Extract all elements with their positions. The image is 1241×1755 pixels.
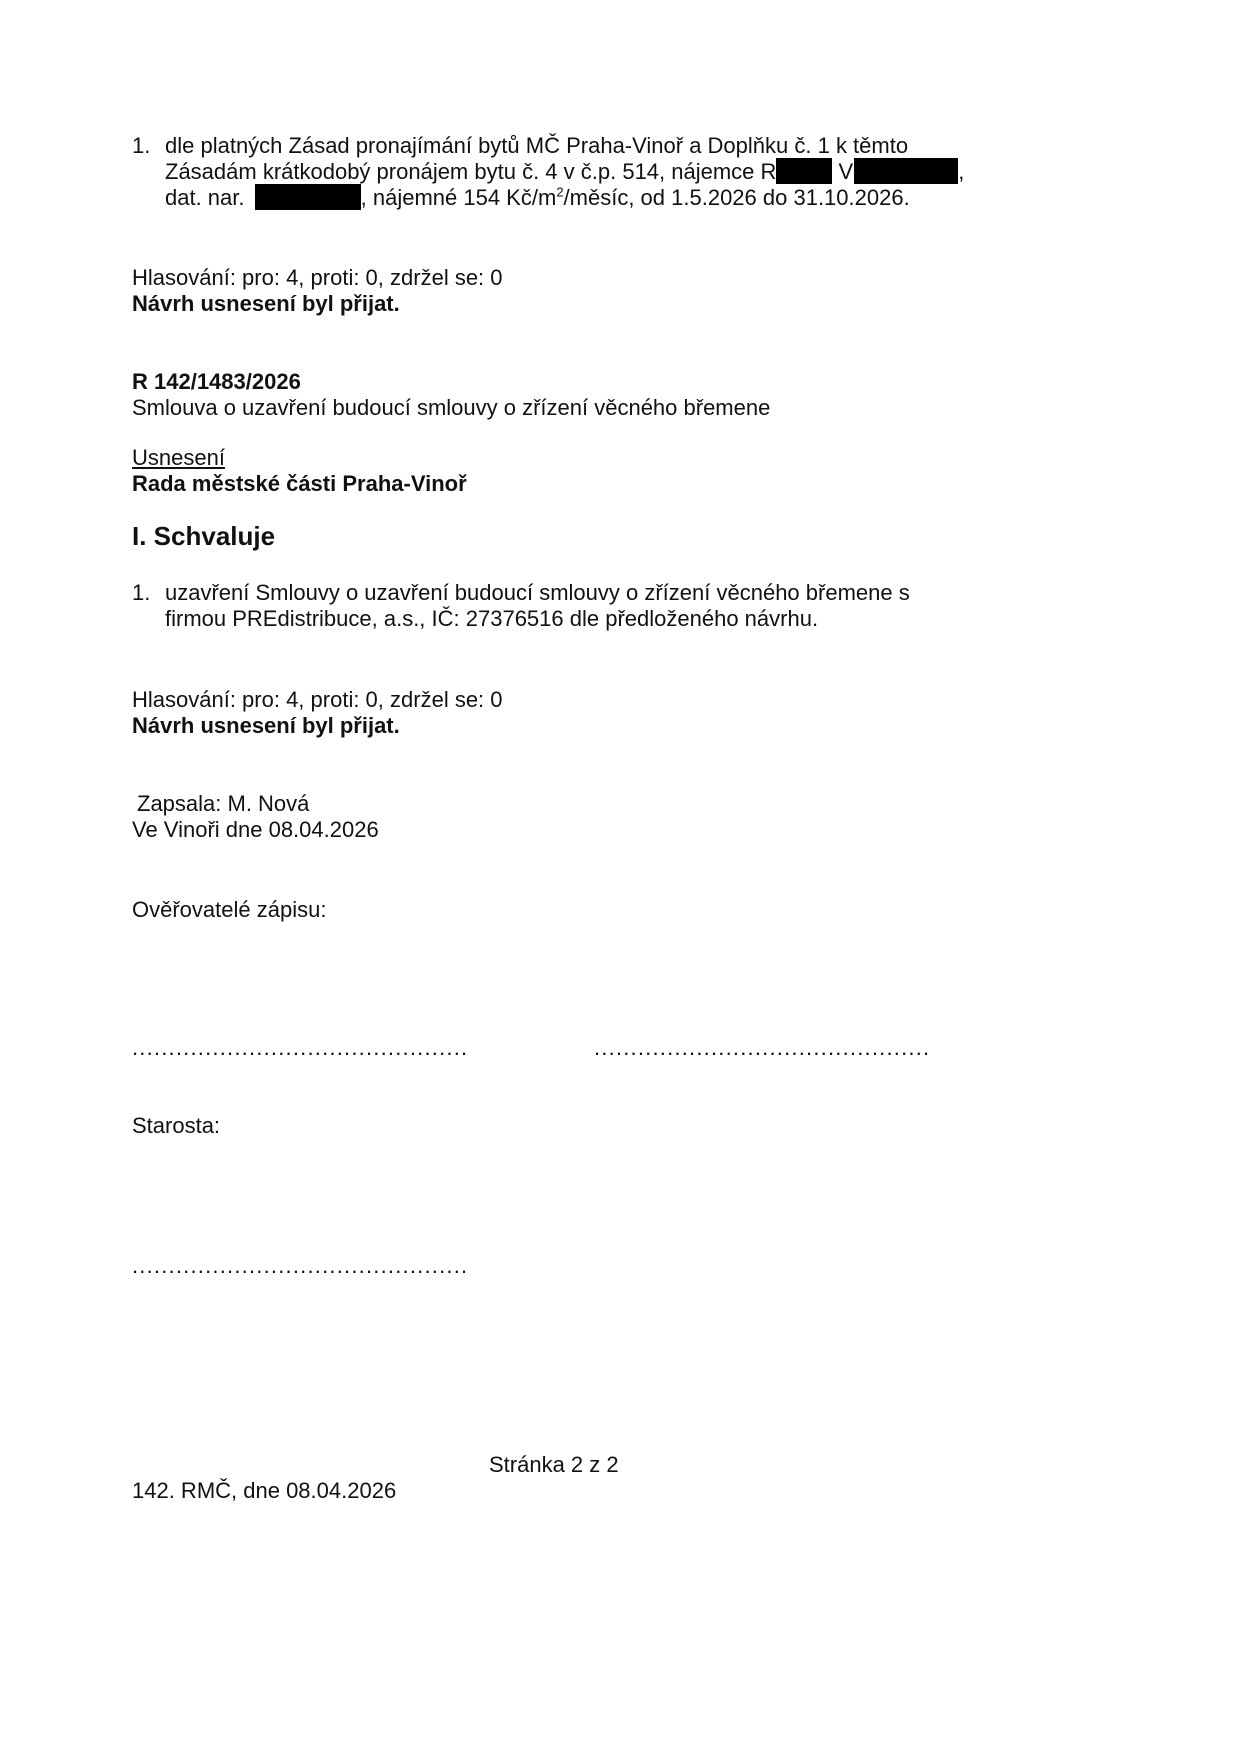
previous-item-line-3-sup: 2 [556, 184, 564, 200]
section-heading: I. Schvaluje [132, 521, 276, 551]
redaction-bar [854, 158, 958, 184]
verifiers-label: Ověřovatelé zápisu: [132, 897, 327, 922]
resolution-item-number: 1. [132, 580, 151, 605]
vote-result-2: Hlasování: pro: 4, proti: 0, zdržel se: 0 [132, 687, 503, 712]
resolution-subject: Smlouva o uzavření budoucí smlouvy o zřízení věcného břemene [132, 395, 771, 420]
resolution-body: Rada městské části Praha-Vinoř [132, 471, 467, 496]
previous-item-line-3-label: dat. nar. [165, 185, 245, 210]
place-date: Ve Vinoři dne 08.04.2026 [132, 817, 379, 842]
resolution-item-line-2: firmou PREdistribuce, a.s., IČ: 27376516 dle předloženého návrhu. [165, 606, 819, 631]
resolution-label: Usnesení [132, 445, 225, 470]
mayor-label: Starosta: [132, 1113, 221, 1138]
previous-item-line-2-initial: V [838, 159, 854, 184]
previous-item-line-2-comma: , [958, 159, 965, 184]
meeting-footer: 142. RMČ, dne 08.04.2026 [132, 1478, 397, 1503]
page-number: Stránka 2 z 2 [489, 1452, 619, 1477]
resolution-item-line-1: uzavření Smlouvy o uzavření budoucí smlouvy o zřízení věcného břemene s [165, 580, 910, 605]
verifier-signature-line-1: .............................................. [132, 1035, 469, 1060]
vote-result-1: Hlasování: pro: 4, proti: 0, zdržel se: 0 [132, 265, 503, 290]
recorded-by: Zapsala: M. Nová [137, 791, 310, 816]
redaction-bar [776, 158, 832, 184]
verifier-signature-line-2: .............................................. [594, 1035, 931, 1060]
resolution-number: R 142/1483/2026 [132, 369, 301, 394]
mayor-signature-line: .............................................. [132, 1253, 469, 1278]
previous-item-line-1: dle platných Zásad pronajímání bytů MČ Praha-Vinoř a Doplňku č. 1 k těmto [165, 133, 909, 158]
previous-item-line-3-period: /měsíc, od 1.5.2026 do 31.10.2026. [563, 185, 910, 210]
previous-item-line-3-rent: , nájemné 154 Kč/m [360, 185, 557, 210]
vote-outcome-2: Návrh usnesení byl přijat. [132, 713, 400, 738]
redaction-bar [255, 184, 361, 210]
previous-item-line-3 [165, 184, 910, 212]
vote-outcome-1: Návrh usnesení byl přijat. [132, 291, 400, 316]
previous-item-number: 1. [132, 133, 151, 158]
previous-item-line-2-text: Zásadám krátkodobý pronájem bytu č. 4 v č.p. 514, nájemce R [165, 159, 777, 184]
previous-item-line-2 [165, 158, 964, 186]
